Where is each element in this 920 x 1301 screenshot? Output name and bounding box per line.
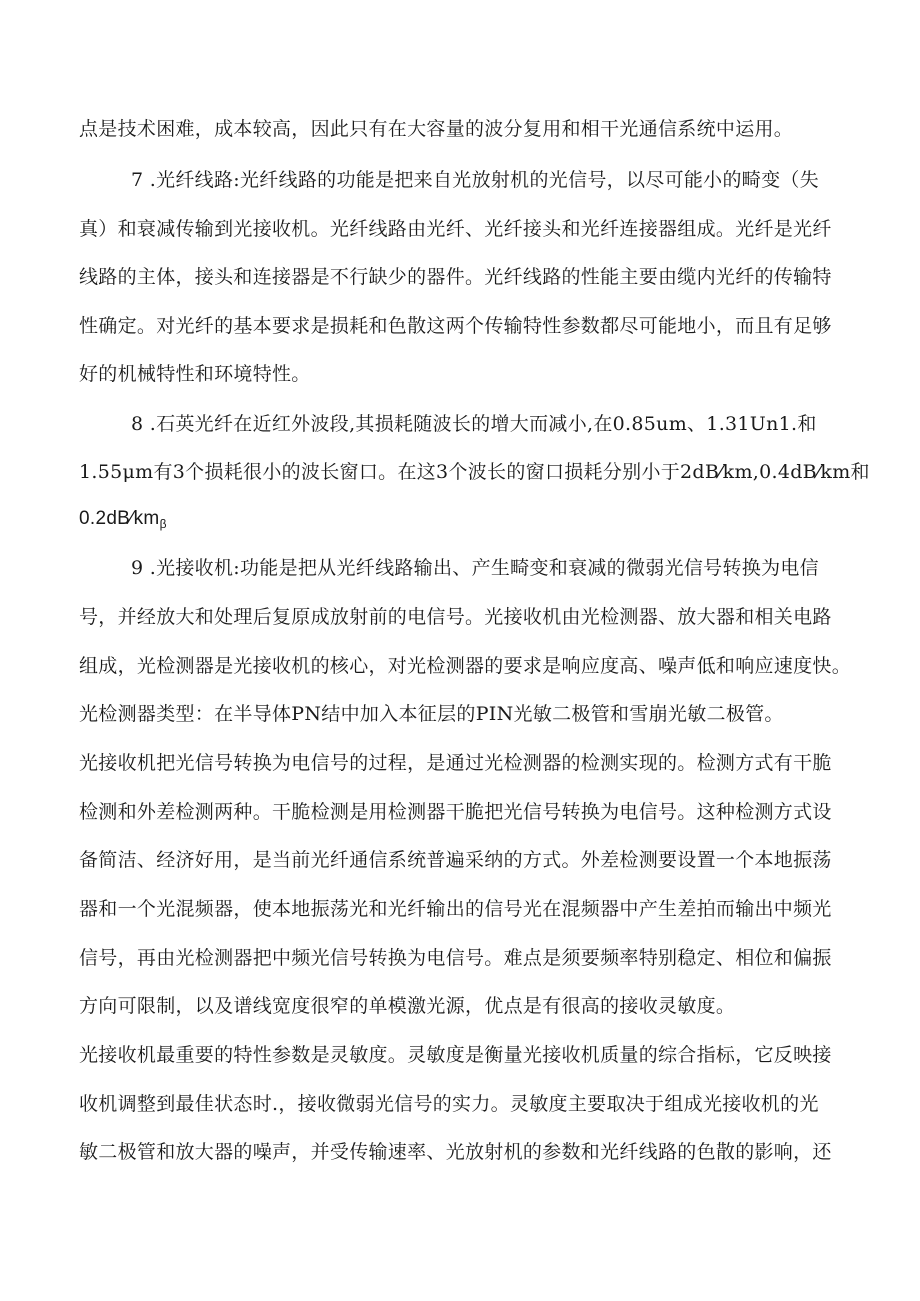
text-line: 光检测器类型：在半导体PN结中加入本征层的PIN光敏二极管和雪崩光敏二极管。	[79, 703, 784, 725]
text-line: 器和一个光混频器，使本地振荡光和光纤输出的信号光在混频器中产生差拍而输出中频光	[79, 898, 832, 920]
text-line: 敏二极管和放大器的噪声，并受传输速率、光放射机的参数和光纤线路的色散的影响，还	[79, 1141, 832, 1163]
text-line: 组成，光检测器是光接收机的核心，对光检测器的要求是响应度高、噪声低和响应速度快。	[79, 655, 852, 677]
text-line: 光接收机最重要的特性参数是灵敏度。灵敏度是衡量光接收机质量的综合指标，它反映接	[79, 1044, 832, 1066]
text-line: 真）和衰减传输到光接收机。光纤线路由光纤、光纤接头和光纤连接器组成。光纤是光纤	[79, 218, 832, 240]
text-line: 性确定。对光纤的基本要求是损耗和色散这两个传输特性参数都尽可能地小，而且有足够	[79, 315, 832, 337]
text-line: 信号，再由光检测器把中频光信号转换为电信号。难点是须要频率特别稳定、相位和偏振	[79, 947, 832, 969]
text-line: 好的机械特性和环境特性。	[79, 363, 311, 385]
text-line: 7 .光纤线路:光纤线路的功能是把来自光放射机的光信号，以尽可能小的畸变（失	[131, 169, 819, 191]
text-line: 1.55μm有3个损耗很小的波长窗口。在这3个波长的窗口损耗分别小于2dB⁄km,0.4dB⁄km和	[79, 461, 870, 483]
text-line: 线路的主体，接头和连接器是不行缺少的器件。光纤线路的性能主要由缆内光纤的传输特	[79, 266, 832, 288]
text-line: 光接收机把光信号转换为电信号的过程，是通过光检测器的检测实现的。检测方式有干脆	[79, 752, 832, 774]
text-line: 收机调整到最佳状态时.，接收微弱光信号的实力。灵敏度主要取决于组成光接收机的光	[79, 1093, 819, 1115]
text-line: 点是技术困难，成本较高，因此只有在大容量的波分复用和相干光通信系统中运用。	[79, 118, 794, 140]
text-line: 号，并经放大和处理后复原成放射前的电信号。光接收机由光检测器、放大器和相关电路	[79, 606, 832, 628]
text-line: 9 .光接收机:功能是把从光纤线路输出、产生畸变和衰减的微弱光信号转换为电信	[131, 557, 819, 579]
unit-text: 0.2dB⁄km	[79, 508, 160, 529]
subscript-mark: β	[159, 517, 167, 531]
text-line: 备简洁、经济好用，是当前光纤通信系统普遍采纳的方式。外差检测要设置一个本地振荡	[79, 849, 832, 871]
text-line-unit	[79, 502, 853, 536]
text-line: 方向可限制，以及谱线宽度很窄的单模激光源，优点是有很高的接收灵敏度。	[79, 995, 736, 1017]
text-line: 8 .石英光纤在近红外波段,其损耗随波长的增大而减小,在0.85um、1.31Un1.和	[131, 413, 817, 435]
text-line: 检测和外差检测两种。干脆检测是用检测器干脆把光信号转换为电信号。这种检测方式设	[79, 801, 832, 823]
